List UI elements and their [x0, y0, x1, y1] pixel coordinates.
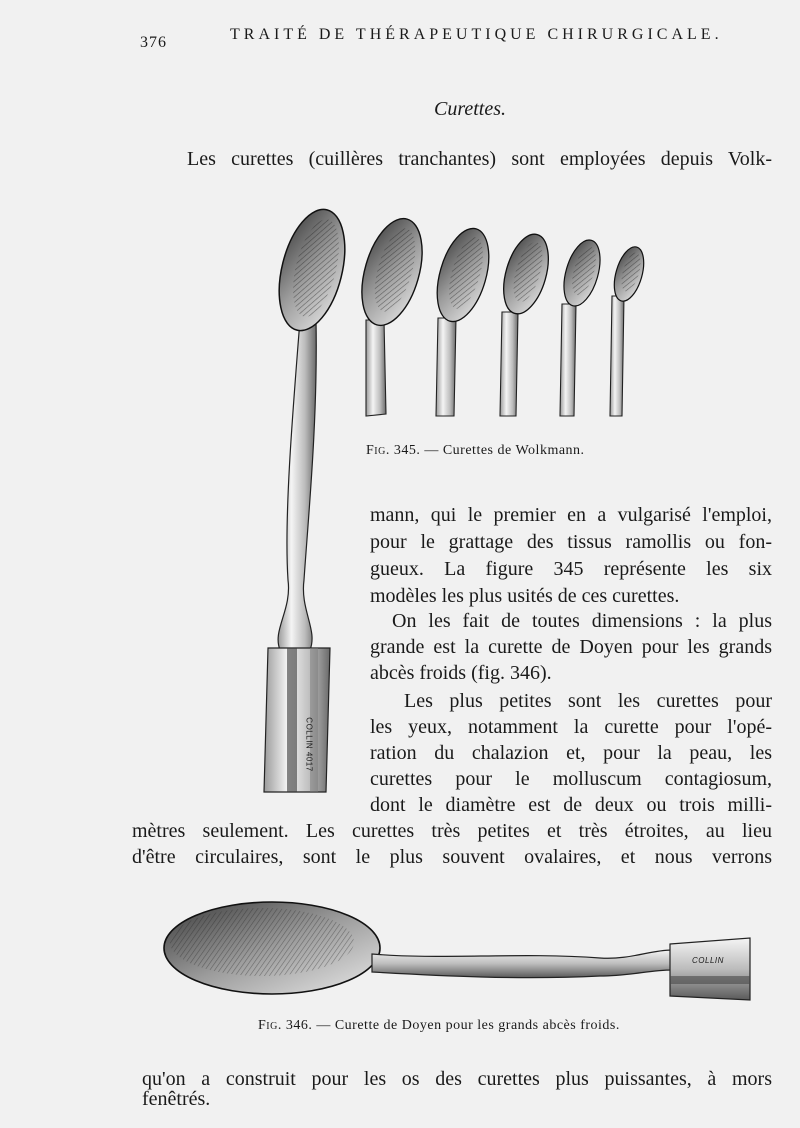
- running-title: TRAITÉ DE THÉRAPEUTIQUE CHIRURGICALE.: [230, 26, 723, 43]
- figure-346-caption: [258, 1018, 620, 1034]
- curette-2: [351, 212, 433, 416]
- column-line: ration du chalazion et, pour la peau, les: [370, 742, 772, 764]
- figure-345-caption-text: — Curettes de Wolkmann.: [424, 443, 585, 458]
- curette-large: [264, 203, 356, 792]
- page-number: 376: [140, 34, 167, 51]
- column-line: dont le diamètre est de deux ou trois milli-: [370, 794, 772, 816]
- body-line: mètres seulement. Les curettes très petites et très étroites, au lieu: [132, 820, 772, 842]
- body-line: qu'on a construit pour les os des curettes plus puissantes, à mors: [142, 1068, 772, 1090]
- figure-345-number: 345.: [393, 443, 421, 458]
- curette-4: [495, 229, 556, 416]
- intro-line: Les curettes (cuillères tranchantes) sont employées depuis Volk-: [187, 148, 772, 170]
- figure-346-label: Fig.: [258, 1018, 282, 1033]
- column-line: les yeux, notamment la curette pour l'opé-: [370, 716, 772, 738]
- figure-345-caption: [366, 443, 585, 459]
- curette-3: [428, 223, 499, 416]
- section-title: Curettes.: [433, 98, 507, 120]
- body-line: d'être circulaires, sont le plus souvent ovalaires, et nous verrons: [132, 846, 772, 868]
- column-line: pour le grattage des tissus ramollis ou fon-: [370, 531, 772, 553]
- column-line: Les plus petites sont les curettes pour: [404, 690, 772, 712]
- handle-stamp-345: COLLIN 4017: [304, 717, 314, 772]
- column-line: mann, qui le premier en a vulgarisé l'emploi,: [370, 504, 772, 526]
- curette-5: [557, 236, 607, 416]
- curette-6: [609, 244, 649, 416]
- column-line: gueux. La figure 345 représente les six: [370, 558, 772, 580]
- figure-345-label: Fig.: [366, 443, 390, 458]
- column-line: modèles les plus usités de ces curettes.: [370, 585, 680, 607]
- column-line: On les fait de toutes dimensions : la plus: [392, 610, 772, 632]
- column-line: abcès froids (fig. 346).: [370, 662, 552, 684]
- figure-346-caption-text: — Curette de Doyen pour les grands abcès froids.: [316, 1018, 620, 1033]
- column-line: grande est la curette de Doyen pour les grands: [370, 636, 772, 658]
- curette-doyen: [164, 902, 750, 1000]
- body-line: fenêtrés.: [142, 1088, 211, 1110]
- column-line: curettes pour le molluscum contagiosum,: [370, 768, 772, 790]
- figure-346-number: 346.: [285, 1018, 313, 1033]
- handle-stamp-346: COLLIN: [692, 956, 724, 965]
